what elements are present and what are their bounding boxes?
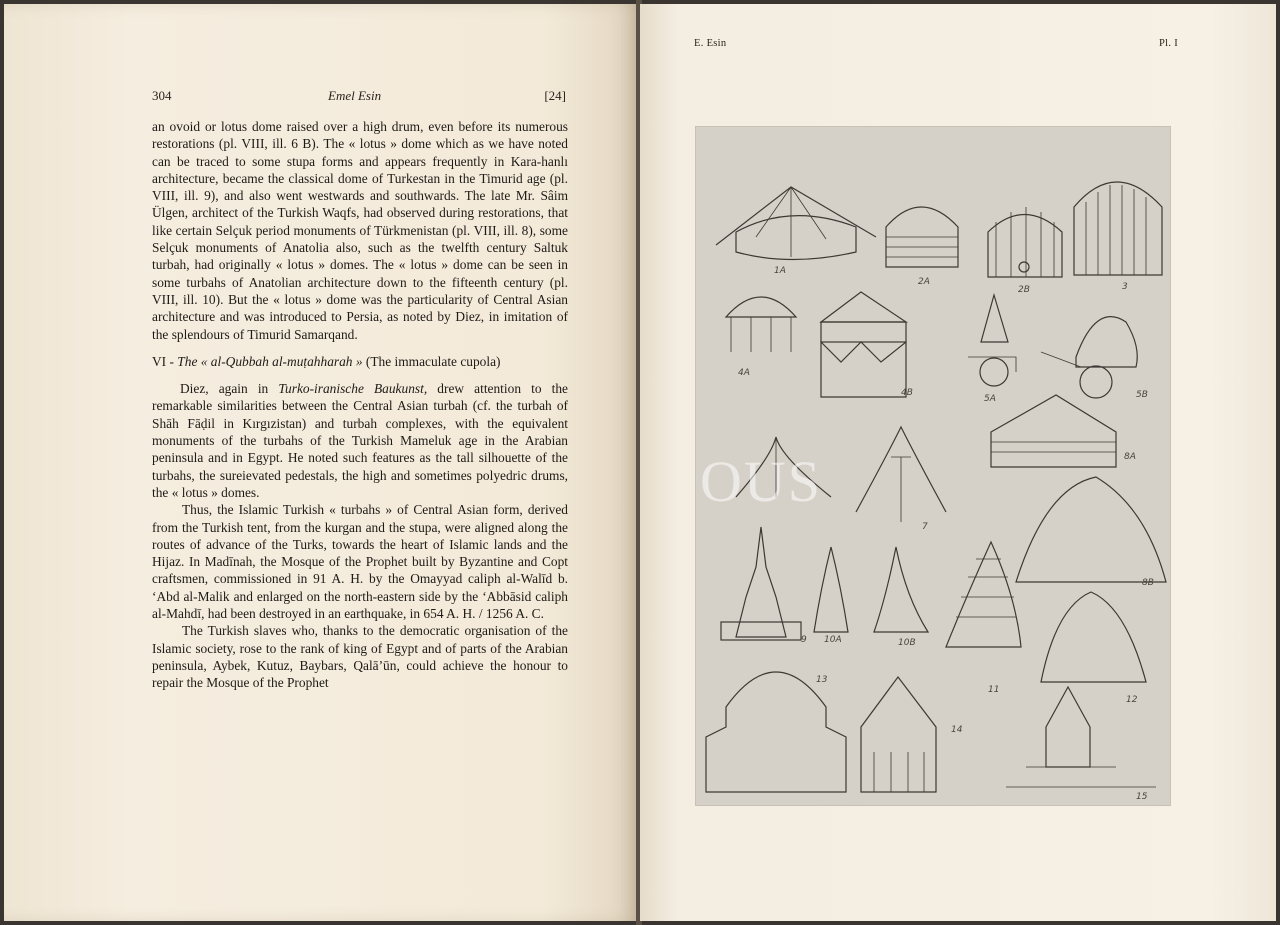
label-5a: 5A <box>984 394 996 404</box>
running-author: Emel Esin <box>328 88 382 103</box>
label-2b: 2B <box>1018 285 1030 295</box>
label-5b: 5B <box>1136 390 1148 400</box>
sketch-7 <box>856 427 946 532</box>
label-4b: 4B <box>901 388 913 398</box>
label-4a: 4A <box>738 368 750 378</box>
sketch-11 <box>946 542 1021 695</box>
sketch-8b <box>1016 477 1166 588</box>
sketch-4b <box>821 292 913 398</box>
sketch-5b <box>1041 317 1148 400</box>
sketch-10a <box>814 547 848 645</box>
section-subtitle: (The immaculate cupola) <box>365 353 501 369</box>
label-15: 15 <box>1136 792 1148 802</box>
sketch-14 <box>861 677 963 792</box>
sketch-2b <box>988 207 1062 295</box>
label-13: 13 <box>816 675 828 685</box>
plate-illustration <box>696 127 1170 805</box>
body-text <box>152 118 568 692</box>
paragraph-2-start: Diez, again in <box>180 381 269 397</box>
sketch-10b <box>874 547 928 648</box>
section-heading <box>152 353 568 370</box>
label-2a: 2A <box>918 277 930 287</box>
running-head <box>152 88 566 106</box>
plate-number: Pl. I <box>1158 38 1178 49</box>
label-10b: 10B <box>898 638 916 648</box>
page-number: 304 <box>152 88 172 103</box>
sketch-8a <box>991 395 1136 467</box>
sketch-6 <box>736 437 831 497</box>
paragraph-4: The Turkish slaves who, thanks to the democratic organisation of the Islamic society, rose to the rank of king of Egypt and of parts of the Arabian peninsula, Aybek, Kutuz, Baybars, Qalā’ūn, could achieve the honour to repair the Mosque of the Prophet <box>152 623 568 691</box>
paragraph-2-rest: drew attention to the remarkable similarities between the Central Asian turbah (cf. the turbah of Shāh Fāḍil in Kırgızistan) and turbah complexes, with the equivalent monuments of the turbahs of the Turkish Mameluk age in the Arabian peninsula and in Egypt. He noted such features as the tall silhouette of the turbahs, the sureievated pedestals, the high and sometimes polyedric drums, the « lotus » domes. <box>152 381 568 500</box>
label-7: 7 <box>922 522 928 532</box>
sketch-13 <box>706 672 846 792</box>
sketch-5a <box>968 295 1016 404</box>
plate-header <box>694 38 1178 54</box>
paragraph-2 <box>152 380 568 501</box>
label-3: 3 <box>1122 282 1128 292</box>
plate-sketches <box>696 127 1170 805</box>
watermark: OUS <box>700 449 823 514</box>
label-8b: 8B <box>1142 578 1154 588</box>
section-title: The « al-Qubbah al-muṭahharah » <box>177 353 363 369</box>
plate-header-author: E. Esin <box>694 38 727 49</box>
paragraph-3: Thus, the Islamic Turkish « turbahs » of Central Asian form, derived from the Turkish tent, from the kurgan and the stupa, were aligned along the routes of advance of the Turks, towards the heart of Islamic lands and the Hijaz. In Madīnah, the Mosque of the Prophet built by Byzantine and Copt craftsmen, commissioned in 91 A. H. by the Omayyad caliph al-Walīd b. ‘Abd al-Malik and enlarged on the north-eastern side by the ‘Abbāsid caliph al-Mahdī, had been destroyed in an earthquake, in 654 A. H. / 1256 A. C. <box>152 502 568 622</box>
paragraph-1: an ovoid or lotus dome raised over a high drum, even before its numerous restorations (pl. VIII, ill. 6 B). The « lotus » dome which as we have noted can be traced to some stupa forms and appears frequently in Kara-hanlı architecture, became the classical dome of Turkestan in the Timurid age (pl. VIII, ill. 9), and also went westwards and southwards. The late Mr. Sâim Ülgen, architect of the Turkish Waqfs, had observed during restorations, that like certain Selçuk period monuments of Türkmenistan (pl. VIII, ill. 8), some Selçuk monuments of Anatolia also, such as the twelfth century Saltuk turbah, had originally « lotus » domes. The « lotus » dome can be seen in some turbahs of Anatolian architecture down to the fifteenth century (pl. VIII, ill. 10). But the « lotus » dome was the particularity of Central Asian architecture and was introduced to Persia, as noted by Diez, in imitation of the splendours of Timurid Samarqand. <box>152 119 568 342</box>
label-14: 14 <box>951 725 963 735</box>
sketch-12 <box>1041 592 1146 705</box>
label-12: 12 <box>1126 695 1138 705</box>
sketch-9 <box>721 527 807 645</box>
label-10a: 10A <box>824 635 842 645</box>
label-11: 11 <box>988 685 1000 695</box>
paragraph-2-work: Turko-iranische Baukunst, <box>278 381 428 397</box>
label-1a: 1A <box>774 266 786 276</box>
sketch-4a <box>726 297 796 378</box>
sketch-3 <box>1074 182 1162 292</box>
sketch-2a <box>886 207 958 287</box>
label-8a: 8A <box>1124 452 1136 462</box>
section-number: VI - <box>152 353 174 369</box>
bracket-number: [24] <box>544 88 566 103</box>
sketch-1a <box>716 187 876 276</box>
label-9: 9 <box>801 635 807 645</box>
